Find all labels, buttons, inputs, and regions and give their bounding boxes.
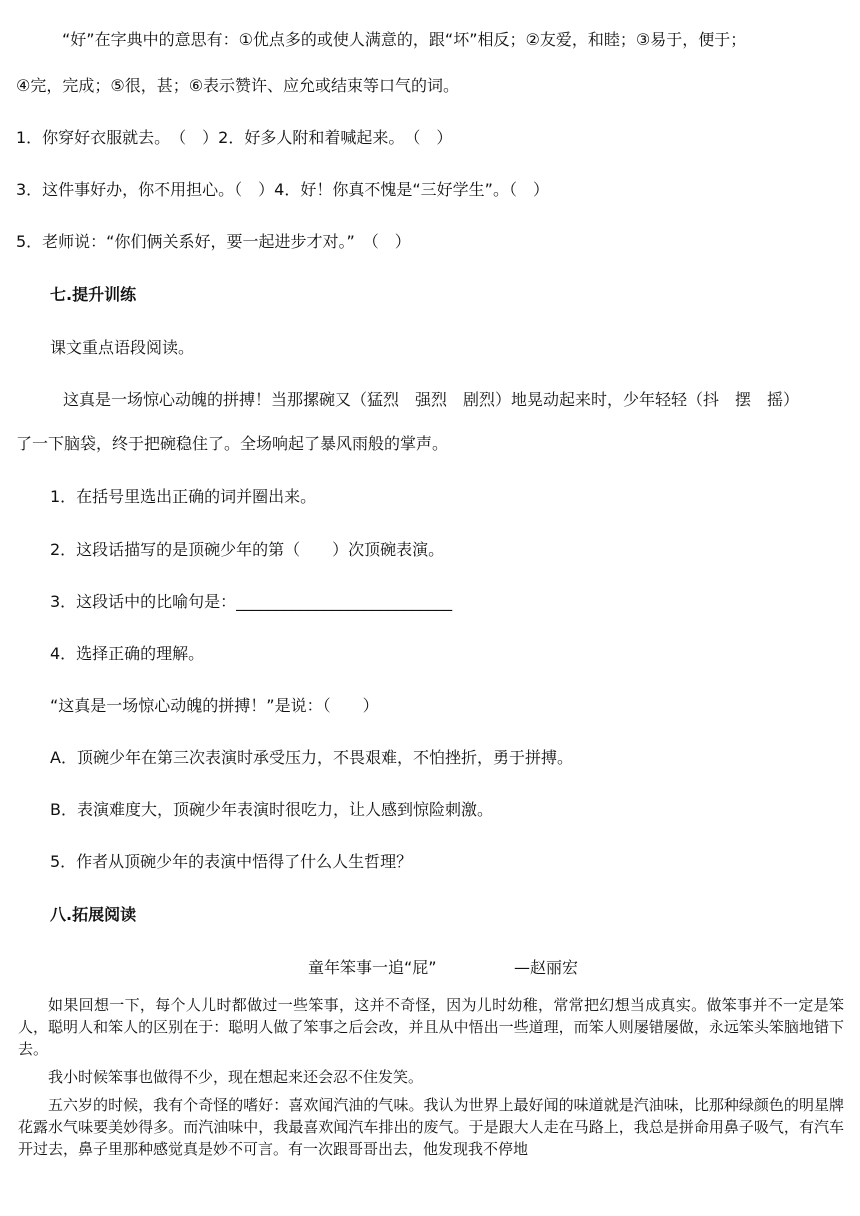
question-1: 1．在括号里选出正确的词并圈出来。: [50, 487, 317, 506]
question-row-3: 5．老师说：“你们俩关系好，要一起进步才对。” （ ）: [16, 232, 411, 251]
option-a: A．顶碗少年在第三次表演时承受压力，不畏艰难，不怕挫折，勇于拼搏。: [50, 748, 573, 767]
section-subheading: 课文重点语段阅读。: [50, 338, 195, 357]
definition-line-1: “好”在字典中的意思有：①优点多的或使人满意的，跟“坏”相反；②友爱，和睦；③易于，便于；: [62, 30, 747, 49]
story-title: 童年笨事一追“屁”: [308, 958, 437, 977]
question-3: 3．这段话中的比喻句是：___________________________: [50, 592, 453, 611]
question-row-1: 1．你穿好衣服就去。 （ ）2．好多人附和着喊起来。 （ ）: [16, 128, 453, 147]
passage-line-1: 这真是一场惊心动魄的拼搏！当那摞碗又（猛烈 强烈 剧烈）地晃动起来时，少年轻轻（抖 摆 摇）: [63, 390, 800, 409]
story-paragraph: 五六岁的时候，我有个奇怪的嗜好：喜欢闻汽油的气味。我认为世界上最好闻的味道就是汽油味，比那种绿颜色的明星牌花露水气味要美妙得多。而汽油味中，我最喜欢闻汽车排出的废气。于是跟大人走在马路上，我总是拼命用鼻子吸气，有汽车开过去，鼻子里那种感觉真是妙不可言。有一次跟哥哥出去，他发现我不停地: [18, 1096, 844, 1158]
question-4-stem: “这真是一场惊心动魄的拼搏！”是说：（ ）: [50, 696, 379, 715]
section-heading-8: 八.拓展阅读: [50, 905, 137, 924]
question-5: 5．作者从顶碗少年的表演中悟得了什么人生哲理？: [50, 852, 413, 871]
passage-line-2: 了一下脑袋，终于把碗稳住了。全场响起了暴风雨般的掌声。: [16, 434, 449, 453]
question-2: 2．这段话描写的是顶碗少年的第（ ）次顶碗表演。: [50, 540, 445, 559]
story-author: —赵丽宏: [514, 958, 579, 977]
definition-line-2: ④完，完成；⑤很，甚；⑥表示赞许、应允或结束等口气的词。: [16, 76, 460, 95]
story-paragraph: 如果回想一下，每个人儿时都做过一些笨事，这并不奇怪，因为儿时幼稚，常常把幻想当成真实。做笨事并不一定是笨人，聪明人和笨人的区别在于：聪明人做了笨事之后会改，并且从中悟出一些道理，而笨人则屡错屡做，永远笨头笨脑地错下去。: [18, 996, 844, 1058]
story-paragraph: 我小时候笨事也做得不少，现在想起来还会忍不住发笑。: [48, 1068, 424, 1086]
section-heading-7: 七.提升训练: [50, 285, 137, 304]
question-row-2: 3．这件事好办，你不用担心。（ ）4．好！你真不愧是“三好学生”。（ ）: [16, 180, 549, 199]
story-body: [18, 994, 844, 1166]
question-4: 4．选择正确的理解。: [50, 644, 205, 663]
option-b: B．表演难度大，顶碗少年表演时很吃力，让人感到惊险刺激。: [50, 800, 493, 819]
